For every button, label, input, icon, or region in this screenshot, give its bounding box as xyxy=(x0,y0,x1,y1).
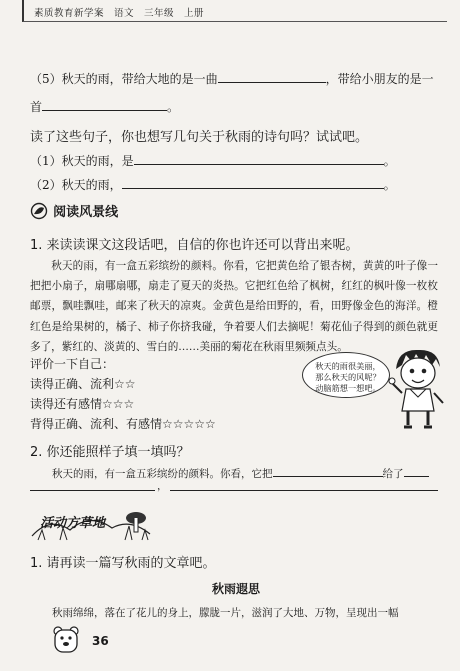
item-5-blank-1[interactable] xyxy=(218,72,326,83)
poem-line-2: （2）秋天的雨， 。 xyxy=(30,178,396,192)
example-blank-1[interactable] xyxy=(273,466,383,477)
item-5-end: 首 xyxy=(30,100,43,114)
item-5-text: （5）秋天的雨，带给大地的是一曲 xyxy=(30,72,218,86)
example-line-2 xyxy=(30,478,438,494)
poem-line-1-text: （1）秋天的雨，是 xyxy=(30,154,134,168)
header-title: 素质教育新学案 语文 三年级 上册 xyxy=(34,8,205,19)
example-blank-3[interactable] xyxy=(30,490,155,491)
section-reading-label: 阅读风景线 xyxy=(53,205,119,220)
poem-line-2-text: （2）秋天的雨， xyxy=(30,178,122,192)
section-reading-title xyxy=(30,200,118,220)
example-start: 秋天的雨，有一盒五彩缤纷的颜料。你看，它把 xyxy=(52,468,273,480)
article-first-line: 秋雨绵绵，落在了花儿的身上，朦胧一片，滋润了大地、万物，呈现出一幅 xyxy=(52,607,399,619)
example-end: 给了 xyxy=(382,468,404,480)
poem-question: 读了这些句子，你也想写几句关于秋雨的诗句吗？试试吧。 xyxy=(30,130,369,145)
item-5-line xyxy=(30,70,434,87)
section-activity-label: 活动方草地 xyxy=(40,516,106,531)
page-header xyxy=(22,0,447,22)
section-activity-banner xyxy=(30,506,155,542)
item-5-mid: ，带给小朋友的是一 xyxy=(325,72,434,86)
item-5-line-2: 首 。 xyxy=(30,100,180,114)
activity-question-1: 1. 请再读一篇写秋雨的文章吧。 xyxy=(30,556,216,571)
eval-row-2: 读得还有感情☆☆☆ xyxy=(30,397,135,411)
example-blank-4[interactable] xyxy=(170,490,438,491)
speech-bubble xyxy=(302,352,390,398)
speech-bubble-text: 秋天的雨很美丽，那么秋天的风呢？动脑筋想一想吧。 xyxy=(315,361,381,393)
example-blank-2[interactable] xyxy=(404,466,429,477)
page-number: 36 xyxy=(92,634,109,648)
poem-line-1-blank[interactable] xyxy=(134,154,384,165)
reading-question-2: 2. 你还能照样子填一填吗？ xyxy=(30,445,190,460)
item-5-blank-2[interactable] xyxy=(42,100,167,111)
leaf-icon xyxy=(30,202,48,220)
article-title: 秋雨遐思 xyxy=(212,582,261,596)
reading-passage: 秋天的雨，有一盒五彩缤纷的颜料。你看，它把黄色给了银杏树，黄黄的叶子像一把把小扇子，扇哪扇哪，扇走了夏天的炎热。它把红色给了枫树，红红的枫叶像一枚枚邮票，飘哇飘哇，邮来了秋天的凉爽。金黄色是给田野的，看，田野像金色的海洋。橙红色是给果树的，橘子、柿子你挤我碰，争着要人们去摘呢！菊花仙子得到的颜色就更多了，紫红的、淡黄的、雪白的……美丽的菊花在秋雨里频频点头。 xyxy=(30,260,438,353)
poem-line-1: （1）秋天的雨，是 。 xyxy=(30,154,396,168)
eval-title: 评价一下自己： xyxy=(30,357,115,371)
eval-row-1: 读得正确、流利☆☆ xyxy=(30,377,136,391)
bear-mascot-icon xyxy=(52,625,80,655)
reading-question-1: 1. 来读读课文这段话吧，自信的你也许还可以背出来呢。 xyxy=(30,238,359,253)
eval-row-3: 背得正确、流利、有感情☆☆☆☆☆ xyxy=(30,417,216,431)
example-comma: ， xyxy=(157,480,168,492)
cartoon-boy-illustration xyxy=(388,345,448,430)
poem-line-2-blank[interactable] xyxy=(122,178,384,189)
